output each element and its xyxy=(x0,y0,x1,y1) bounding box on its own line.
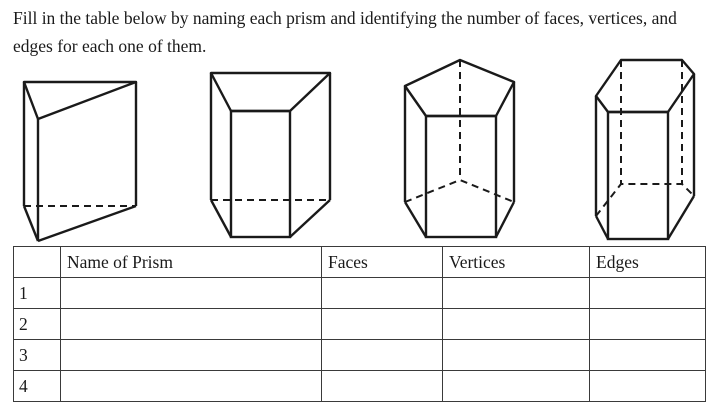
cell-faces[interactable] xyxy=(322,278,443,309)
prism-table xyxy=(13,246,706,402)
header-edges: Edges xyxy=(590,247,706,278)
cell-vertices[interactable] xyxy=(443,340,590,371)
instructions-text: Fill in the table below by naming each prism and identifying the number of faces, vertices, and edges for each one of them. xyxy=(13,8,677,56)
header-name-of-prism: Name of Prism xyxy=(61,247,322,278)
table-header-row xyxy=(14,247,706,278)
triangular-prism-icon xyxy=(18,74,143,246)
cell-vertices[interactable] xyxy=(443,309,590,340)
table-row xyxy=(14,371,706,402)
cell-faces[interactable] xyxy=(322,371,443,402)
cell-edges[interactable] xyxy=(590,278,706,309)
table-row xyxy=(14,278,706,309)
cell-name[interactable] xyxy=(61,371,322,402)
cell-edges[interactable] xyxy=(590,309,706,340)
cell-faces[interactable] xyxy=(322,340,443,371)
cell-name[interactable] xyxy=(61,278,322,309)
cell-vertices[interactable] xyxy=(443,278,590,309)
header-number xyxy=(14,247,61,278)
header-faces: Faces xyxy=(322,247,443,278)
table-row xyxy=(14,340,706,371)
cell-edges[interactable] xyxy=(590,371,706,402)
hexagonal-prism-icon xyxy=(592,56,702,242)
cell-name[interactable] xyxy=(61,309,322,340)
cell-vertices[interactable] xyxy=(443,371,590,402)
cell-edges[interactable] xyxy=(590,340,706,371)
row-number: 2 xyxy=(14,309,61,340)
cell-faces[interactable] xyxy=(322,309,443,340)
trapezoidal-prism-icon xyxy=(206,70,336,242)
row-number: 3 xyxy=(14,340,61,371)
pentagonal-prism-icon xyxy=(400,52,525,242)
cell-name[interactable] xyxy=(61,340,322,371)
header-vertices: Vertices xyxy=(443,247,590,278)
row-number: 1 xyxy=(14,278,61,309)
row-number: 4 xyxy=(14,371,61,402)
table-row xyxy=(14,309,706,340)
